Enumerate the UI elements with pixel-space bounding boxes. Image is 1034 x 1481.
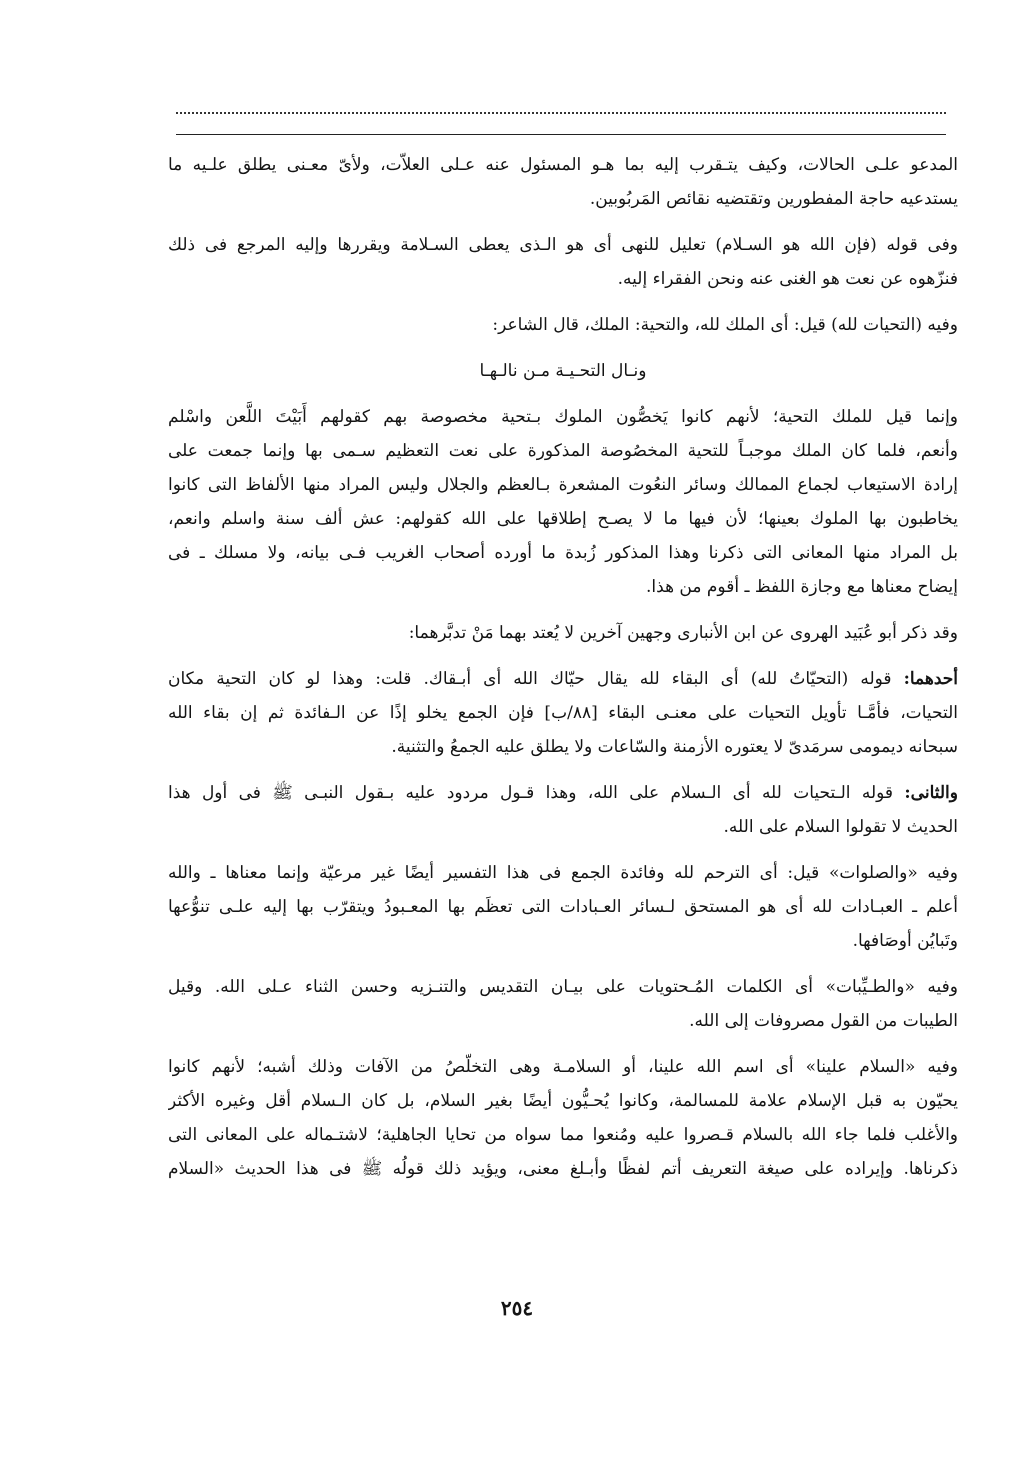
text-line: إيضاح معناها مع وجازة اللفظ ـ أقوم من هذا.	[646, 577, 958, 597]
text-line: ذكرناها. وإيراده على صيغة التعريف أتم لفظًا وأبـلغ معنى، ويؤيد ذلك قولُه ﷺ فى هذا الحديث «السلام	[168, 1159, 958, 1179]
text-line: يستدعيه حاجة المفطورين وتقتضيه نقائص المَربُوبين.	[589, 189, 958, 209]
text-run: قوله الـتحيات لله أى الـسلام على الله، وهذا قـول مردود عليه بـقول النبـى ﷺ فى أول هذا	[168, 783, 905, 803]
text-line: يحيّون به قبل الإسلام علامة للمسالمة، وكانوا يُحـيُّون أيضًا بغير السلام، بل كان الـسلام أقل وغيره الأكثر	[168, 1091, 958, 1111]
paragraph-8	[168, 856, 958, 958]
text-line: وإنما قيل للملك التحية؛ لأنهم كانوا يَخصُّون الملوك بـتحية مخصوصة بهم كقولهم أَبَيْتَ اللَّعن واسْلم	[168, 407, 958, 427]
paragraph-5	[168, 616, 958, 650]
text-line	[168, 776, 958, 810]
paragraph-2	[168, 228, 958, 296]
text-line: وتَبايُن أوصَافها.	[852, 931, 958, 951]
text-line: وفيه «والصلوات» قيل: أى الترحم لله وفائدة الجمع فى هذا التفسير أيضًا غير مرعيّة وإنما معناها ـ والله	[168, 863, 958, 883]
text-line: الحديث لا تقولوا السلام على الله.	[723, 817, 958, 837]
text-line: يخاطبون بها الملوك بعينها؛ لأن فيها ما لا يصـح إطلاقها على الله كقولهم: عش ألف سنة واسلم وانعم،	[168, 509, 958, 529]
page-number: ٢٥٤	[500, 1296, 534, 1320]
text-line	[168, 662, 958, 696]
text-line: وقد ذكر أبو عُبَيد الهروى عن ابن الأنبارى وجهين آخرين لا يُعتد بهما مَنْ تدبَّرهما:	[408, 623, 958, 643]
text-line: وأنعم، فلما كان الملك موجبـاً للتحية المخصُوصة المذكورة على نعت التعظيم سـمى بها وإنما جمعت على	[168, 441, 958, 461]
text-line: أعلم ـ العبـادات لله أى هو المستحق لـسائر العـبادات التى تعظَم بها المعـبودُ ويتقرّب بها إليه علـى تنوُّعها	[168, 897, 958, 917]
lead-term: أحدهما:	[903, 669, 958, 689]
text-line: وفى قوله (فإن الله هو السـلام) تعليل للنهى أى هو الـذى يعطى السـلامة ويقررها وإليه المرجع فى ذلك	[168, 235, 958, 255]
text-line: الطيبات من القول مصروفات إلى الله.	[689, 1011, 958, 1031]
text-line: وفيه «والطـيِّبات» أى الكلمات المُـحتويات على بيـان التقديس والتنـزيه وحسن الثناء عـلى الله. وقيل	[168, 977, 958, 997]
header-rule	[176, 134, 946, 135]
paragraph-9	[168, 970, 958, 1038]
text-line: المدعو علـى الحالات، وكيف يتـقرب إليه بما هـو المسئول عنه عـلى العلاّت، ولأىّ معـنى يطلق علـيه ما	[168, 155, 958, 175]
dotted-separator	[176, 112, 946, 114]
text-line: بل المراد منها المعانى التى ذكرنا وهذا المذكور زُبدة ما أورده أصحاب الغريب فـى بيانه، ولا مسلك ـ فى	[168, 543, 958, 563]
text-run: قوله (التحيّاتُ لله) أى البقاء لله يقال حيّاك الله أى أبـقاك. قلت: وهذا لو كان التحية مكان	[168, 669, 904, 689]
paragraph-10	[168, 1050, 958, 1186]
text-line: وفيه «السلام علينا» أى اسم الله علينا، أو السلامـة وهى التخلّصُ من الآفات وذلك أشبه؛ لأنهم كانوا	[168, 1057, 958, 1077]
text-line: والأغلب فلما جاء الله بالسلام قـصروا عليه ومُنعوا مما سواه من تحايا الجاهلية؛ لاشتـماله على المعانى التى	[168, 1125, 958, 1145]
paragraph-1	[168, 148, 958, 216]
verse-text: ونـال التحـيـة مـن نالـهـا	[479, 361, 647, 381]
paragraph-7	[168, 776, 958, 844]
paragraph-4	[168, 400, 958, 604]
text-line: التحيات، فأمَّـا تأويل التحيات على معنـى البقاء [٨٨/ب] فإن الجمع يخلو إذًا عن الـفائدة ثم إن بقاء الله	[168, 703, 958, 723]
text-line: إرادة الاستيعاب لجماع الممالك وسائر النعُوت المشعرة بـالعظم والجلال وليس المراد منها الألفاظ التى كانوا	[168, 475, 958, 495]
lead-term: والثانى:	[904, 783, 958, 803]
text-line: وفيه (التحيات لله) قيل: أى الملك لله، والتحية: الملك، قال الشاعر:	[492, 315, 958, 335]
paragraph-6	[168, 662, 958, 764]
main-text	[168, 148, 958, 1198]
text-line: سبحانه ديمومى سرمَدىّ لا يعتوره الأزمنة والسّاعات ولا يطلق عليه الجمعُ والتثنية.	[391, 737, 958, 757]
poetry-verse	[168, 354, 958, 388]
text-line: فنزّهوه عن نعت هو الغنى عنه ونحن الفقراء إليه.	[617, 269, 958, 289]
paragraph-3	[168, 308, 958, 342]
